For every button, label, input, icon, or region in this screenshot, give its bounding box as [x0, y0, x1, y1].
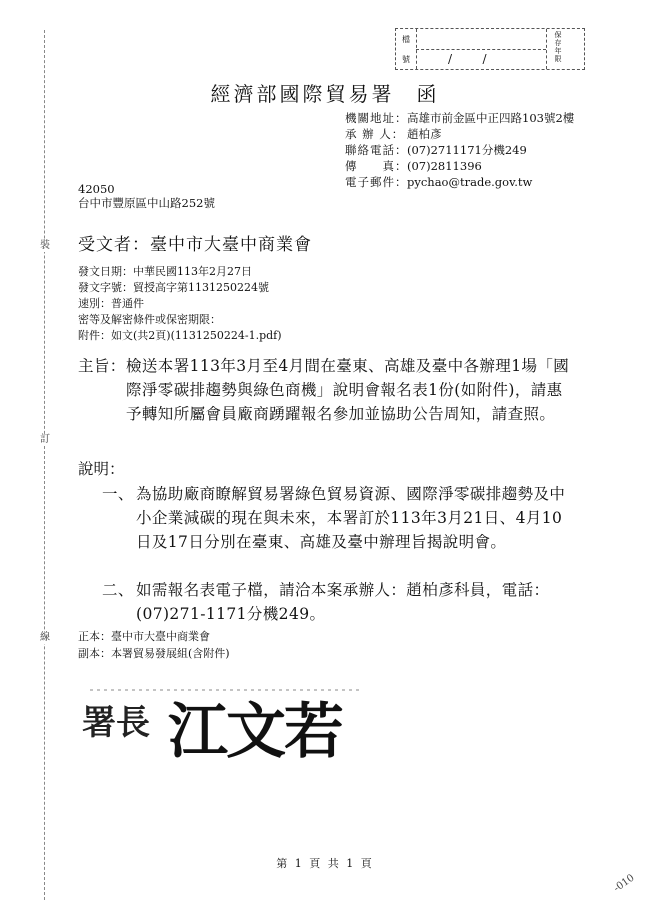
svg-text:署長: 署長	[82, 703, 150, 743]
binding-line	[44, 30, 45, 900]
contact-block	[345, 110, 574, 190]
subject-label: 主旨：	[78, 357, 126, 375]
description-label: 說明：	[78, 460, 125, 478]
handler-label: 承 辦 人：	[345, 127, 405, 141]
svg-text:江文若: 江文若	[168, 697, 342, 767]
subject-text: 檢送本署113年3月至4月間在臺東、高雄及臺中各辦理1場「國際淨零碳排趨勢與綠色商機」說明會報名表1份(如附件)，請惠予轉知所屬會員廠商踴躍報名參加並協助公告周知，請查照。	[126, 357, 570, 423]
description-item	[102, 578, 578, 626]
secrecy-level: 密等及解密條件或保密期限：	[78, 313, 221, 326]
archive-box	[395, 28, 585, 70]
issue-number: 發文字號：貿授高字第1131250224號	[78, 281, 269, 294]
original-recipient: 正本：臺中市大臺中商業會	[78, 630, 210, 643]
description-item-text: 為協助廠商瞭解貿易署綠色貿易資源、國際淨零碳排趨勢及中小企業減碳的現在與未來，本署訂於113年3月21日、4月10日及17日分別在臺東、高雄及臺中辦理旨揭說明會。	[136, 485, 566, 551]
binding-mark-middle: 訂	[40, 434, 50, 445]
binding-mark-bottom: 線	[40, 632, 50, 643]
page-footer: 第 1 頁 共 1 頁	[276, 857, 374, 870]
attachment-info: 附件：如文(共2頁)(1131250224-1.pdf)	[78, 329, 282, 342]
fax-number: (07)2811396	[407, 159, 482, 173]
recipient: 受文者：臺中市大臺中商業會	[78, 235, 312, 255]
phone-number: (07)2711171分機249	[407, 143, 527, 157]
archive-file-label: 檔	[402, 35, 410, 44]
recipient-address	[78, 182, 215, 210]
description-item-number: 一、	[102, 485, 134, 503]
corner-mark: -010	[611, 872, 637, 895]
archive-retention-label: 保存年限	[554, 31, 562, 63]
doc-type: 函	[416, 82, 440, 106]
postal-code: 42050	[78, 182, 115, 196]
phone-label: 聯絡電話：	[345, 143, 408, 157]
archive-slashes: / /	[448, 52, 487, 66]
signature-image	[80, 682, 380, 772]
agency-address: 高雄市前金區中正四路103號2樓	[407, 111, 575, 125]
description-item-text: 如需報名表電子檔，請洽本案承辦人：趙柏彥科員，電話：(07)271-1171分機249。	[136, 581, 550, 623]
letter-title	[0, 78, 650, 107]
street-address: 台中市豐原區中山路252號	[78, 196, 215, 210]
description-item	[102, 482, 578, 554]
issue-date: 發文日期：中華民國113年2月27日	[78, 265, 252, 278]
signature-stamp	[80, 682, 380, 772]
document-meta	[78, 264, 282, 344]
delivery-speed: 速別：普通件	[78, 297, 144, 310]
email-label: 電子郵件：	[345, 175, 408, 189]
email-address: pychao@trade.gov.tw	[407, 175, 533, 189]
distribution-list	[78, 628, 230, 662]
fax-label: 傳 真：	[345, 159, 408, 173]
agency-name: 經濟部國際貿易署	[210, 82, 395, 106]
handler-name: 趙柏彥	[407, 127, 442, 141]
copy-recipient: 副本：本署貿易發展組(含附件)	[78, 647, 230, 660]
description-item-number: 二、	[102, 581, 134, 599]
subject-section	[78, 354, 578, 426]
binding-mark-top: 裝	[40, 240, 50, 251]
address-label: 機關地址：	[345, 111, 408, 125]
archive-number-label: 號	[402, 55, 410, 64]
